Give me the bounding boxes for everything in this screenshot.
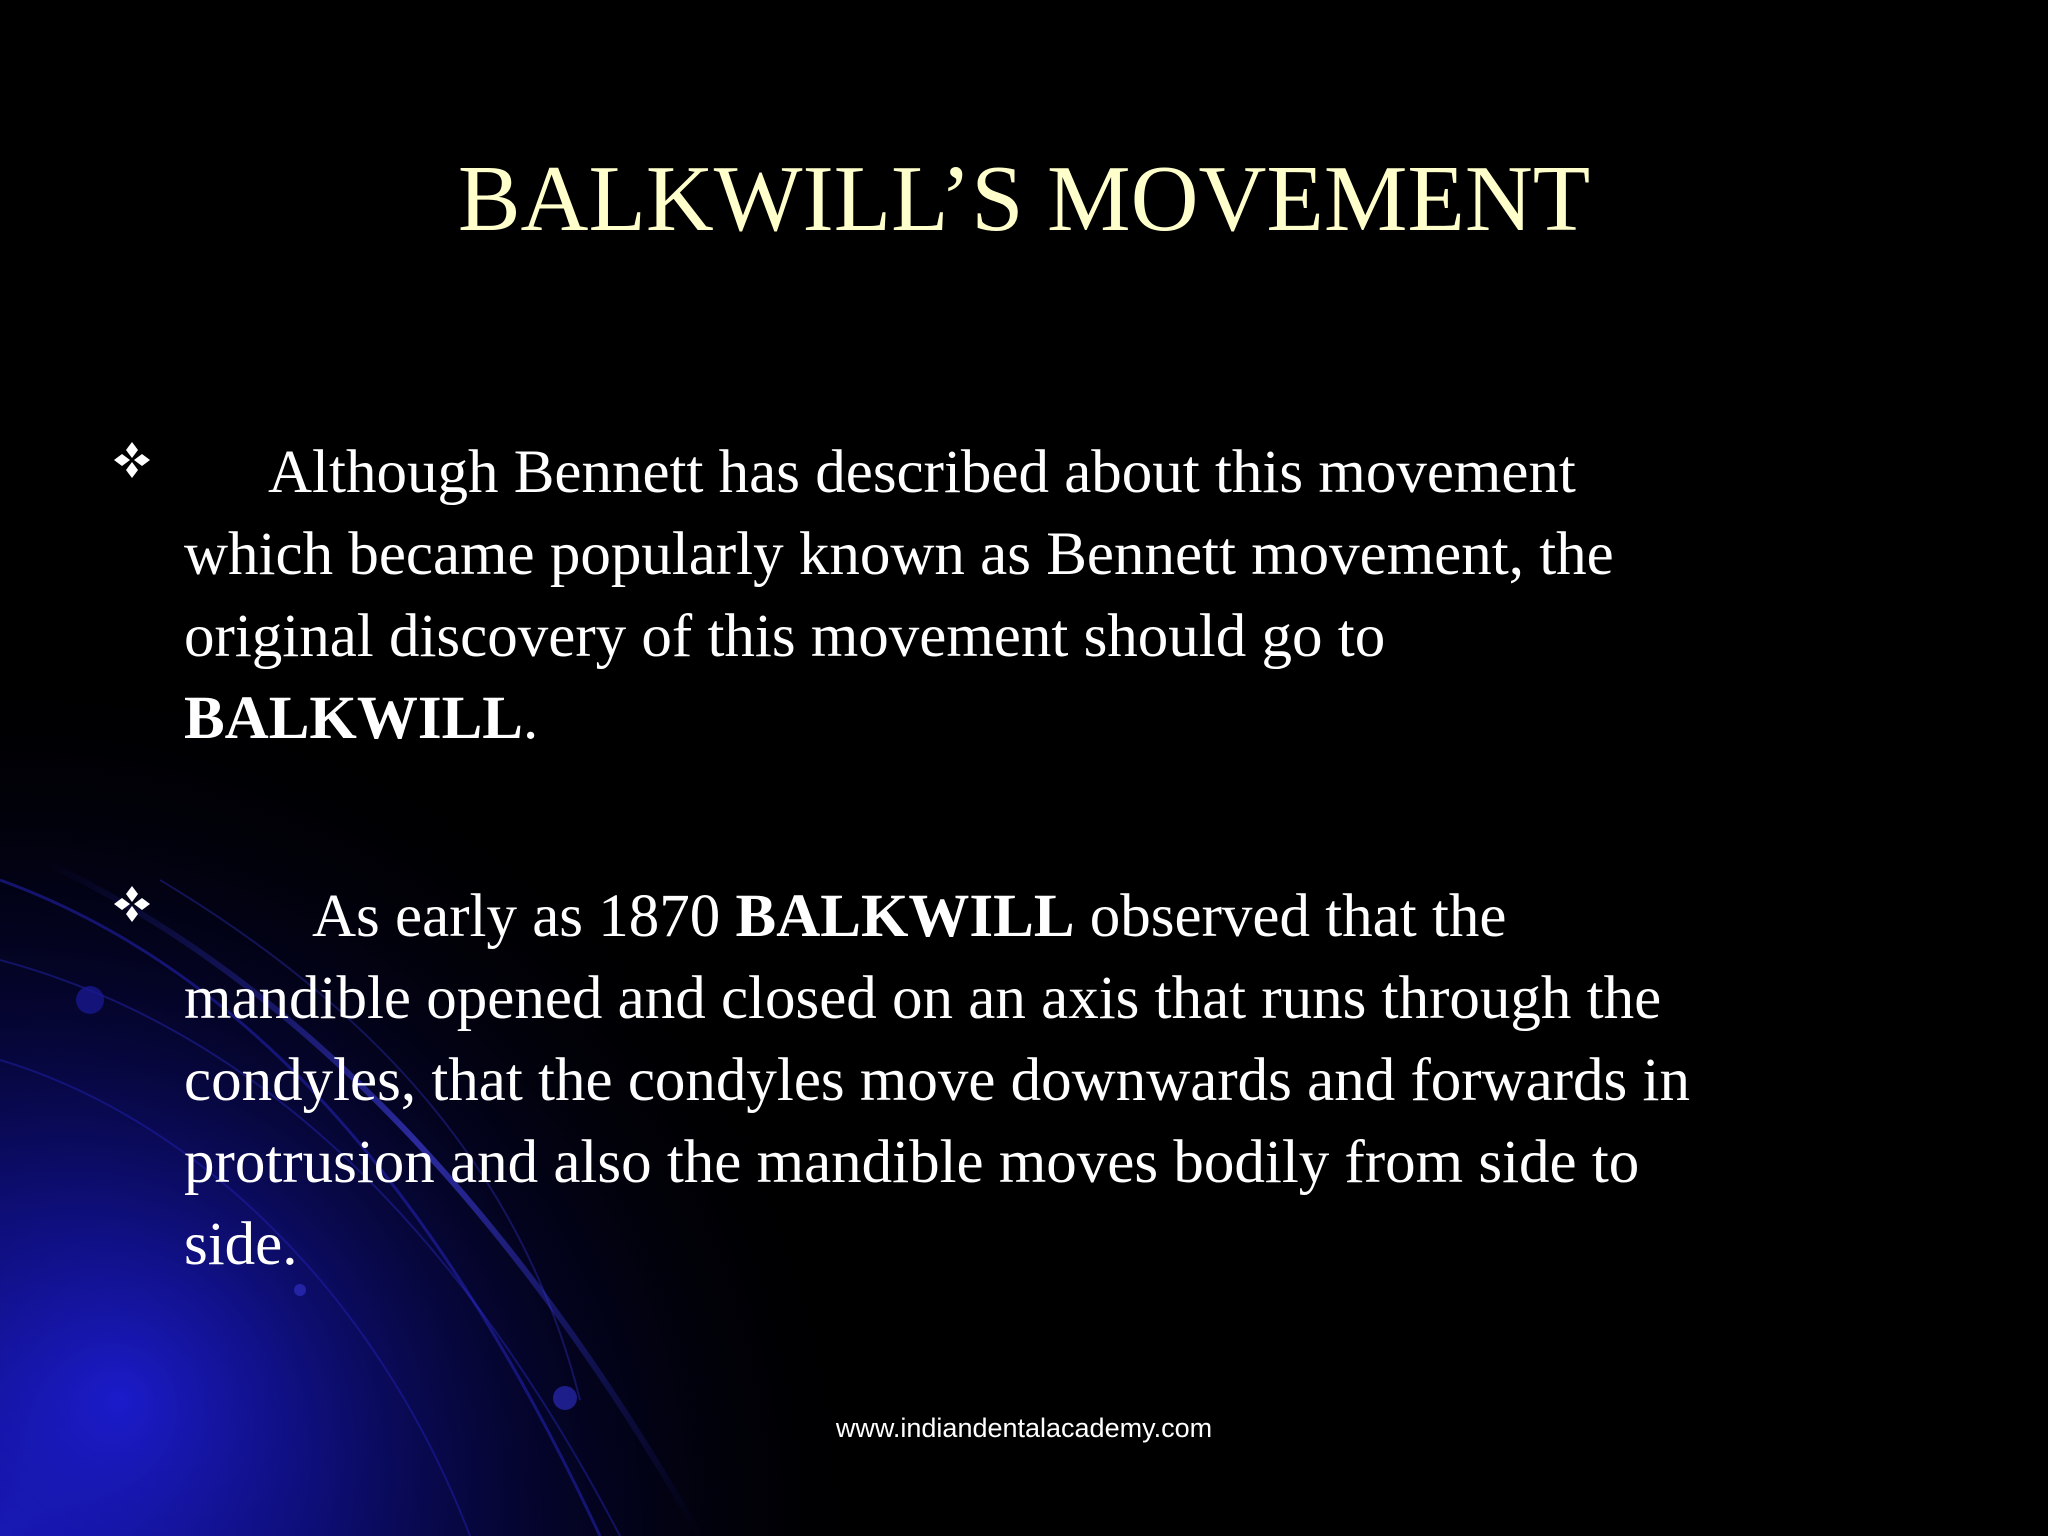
bullet-2-line-5: side. bbox=[184, 1211, 298, 1278]
bullet-1-line-3: original discovery of this movement should go to bbox=[184, 603, 1386, 670]
bullet-text-2 bbox=[184, 876, 1984, 1286]
balkwill-bold-text: BALKWILL bbox=[184, 685, 523, 752]
bullet-1-line-2: which became popularly known as Bennett movement, the bbox=[184, 521, 1614, 588]
bullet-2-line-1 bbox=[184, 876, 1984, 958]
bullet-2-line-2: mandible opened and closed on an axis that runs through the bbox=[184, 965, 1662, 1032]
bullet-1-line-1: Although Bennett has described about this movement bbox=[268, 439, 1576, 506]
bullet-2-line-1-pre: As early as 1870 bbox=[312, 883, 736, 950]
bullet-1-line-4 bbox=[184, 678, 1984, 760]
period-text: . bbox=[523, 685, 539, 752]
four-diamond-bullet-icon bbox=[112, 440, 152, 480]
bullet-item-2 bbox=[0, 876, 2048, 1376]
four-diamond-bullet-icon bbox=[112, 884, 152, 924]
balkwill-bold-text: BALKWILL bbox=[735, 883, 1075, 950]
bullet-text-1 bbox=[184, 432, 1984, 760]
bullet-2-line-1-post: observed that the bbox=[1074, 883, 1507, 950]
bullet-2-line-4: protrusion and also the mandible moves bodily from side to bbox=[184, 1129, 1640, 1196]
slide-title: BALKWILL’S MOVEMENT bbox=[457, 147, 1591, 251]
footer-url: www.indiandentalacademy.com bbox=[835, 1413, 1213, 1443]
bullet-2-line-3: condyles, that the condyles move downwards and forwards in bbox=[184, 1047, 1690, 1114]
bullet-item-1 bbox=[0, 432, 2048, 932]
